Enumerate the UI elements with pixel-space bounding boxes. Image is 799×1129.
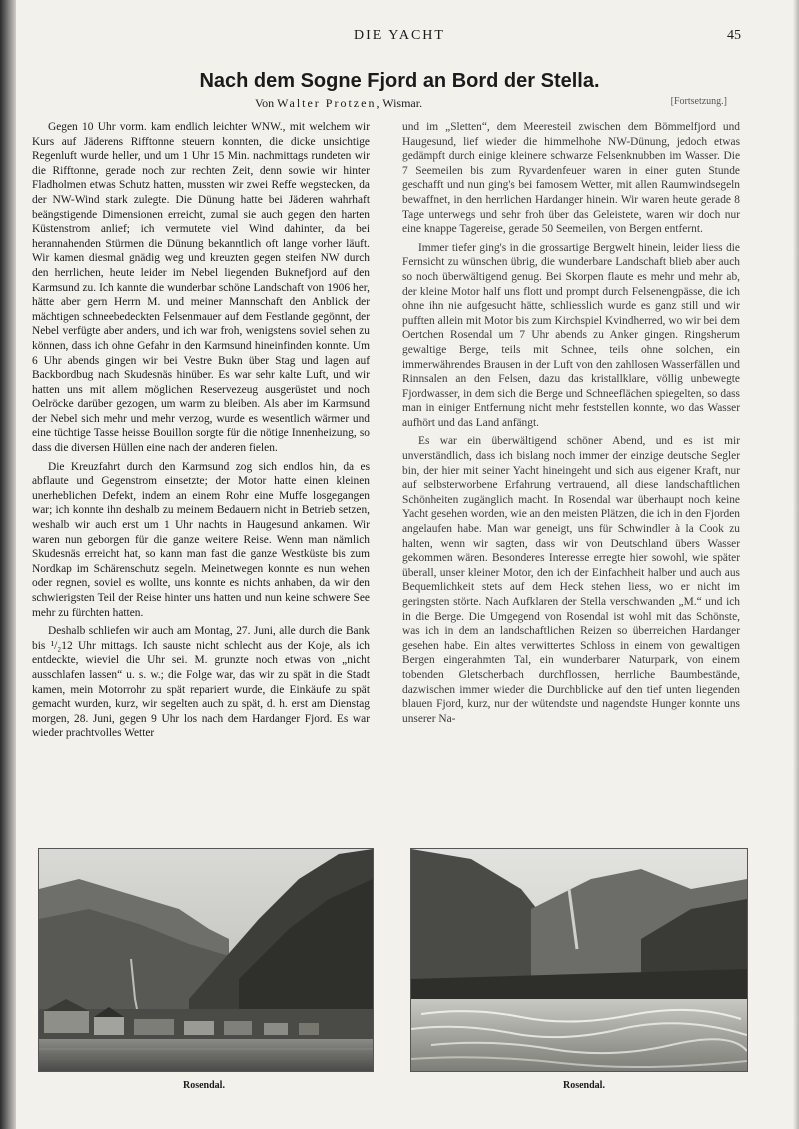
text-column-right [402,120,740,726]
text-column-left [32,120,370,741]
photo-caption-right: Rosendal. [563,1080,605,1091]
continuation-note: [Fortsetzung.] [670,96,727,107]
photo-caption-left: Rosendal. [183,1080,225,1091]
paragraph: und im „Sletten“, dem Meeresteil zwischen dem Bömmelfjord und Haugesund, lief wieder die himmelhohe NW-Dünung, jedoch etwas gedämpft durch einige kleinere schwarze Felsenknubben im Wasser. Die 7 Seemeilen bis zum Ryvardenfeuer waren in einer guten Stunde geschafft und nun ging's bei famosem Wetter, mit allen Raumwindsegeln bewaffnet, in den herrlichen Hardanger hinein. Wir waren heute gerade 8 Tage unterwegs und sehr froh über das Geleistete, waren wir doch nur eine knappe Tagereise, gerade 50 Seemeilen, von Bergen entfernt. [402,121,740,236]
photo-rosendal-fjord-image [411,849,747,1071]
page-number: 45 [727,28,741,43]
paragraph: Immer tiefer ging's in die grossartige Bergwelt hinein, leider liess die Fernsicht zu wünschen übrig, die wunderbare Landschaft blieb aber auch so noch überwältigend genug. Bei Skorpen flaute es mehr und mehr ab, der kleine Motor half uns flott und prompt durch Felsenengpässe, die ich ohne ihn nie aufgesucht hätte, schliesslich wurde es ganz still und wir pufften allein mit Motor bis zum Kirchspiel Kvindherred, wo wir bei dem Oertchen Rosendal um 7 Uhr abends zu Anker gingen. Ringsherum gewaltige Berge, teils mit Schnee, teils ohne solchen, ein immerwährendes Brausen in der Luft von den zahllosen Wasserfällen und Rinnsalen an den Felsen, dazu das kristallklare, völlig unbewegte Fjordwasser, in dem sich die Berge und Schneeflächen spiegelten, so dass man in einiger Entfernung nicht mehr feststellen konnte, wo das Wasser aufhört und das Land anfängt. [402,241,740,429]
running-head [0,28,799,48]
paragraph: Deshalb schliefen wir auch am Montag, 27. Juni, alle durch die Bank bis ¹/₂12 Uhr mittags. Ich sauste nicht schlecht aus der Koje, als ich entdeckte, wieviel die Uhr sei. M. grunzte noch etwas von „nicht ausschlafen lassen“ u. s. w.; die Folge war, das wir zu spät in die Stadt kamen, mein Motorrohr zu spät repariert wurde, die Einkäufe zu spät gemacht wurden, kurz, wir segelten auch zu spät, d. h. erst am Dienstag morgen, 28. Juni, gegen 9 Uhr los nach dem Hardanger Fjord. Es war wieder prachtvolles Wetter [32,625,370,740]
photo-rosendal-fjord [410,848,748,1072]
photo-rosendal-village-image [39,849,373,1071]
author-location: , Wismar. [376,96,423,110]
paragraph: Gegen 10 Uhr vorm. kam endlich leichter WNW., mit welchem wir Kurs auf Jäderens Rifftonne steuern konnten, die dicke unsichtige Regenluft wurde heller, und um 1 Uhr 15 Min. nachmittags rundeten wir die Rifftonne, gerade noch zur rechten Zeit, denn sowie wir hinter Fladholmen etwas Schutz hatten, mussten wir zwei Reffe wegstecken, da der NW-Wind stark zulegte. Die Dünung hatte bei Jäderen wahrhaft beängstigende Dimensionen erreicht, zumal sie auch gegen den harten Küstenstrom anlief; ich vermutete viel Wind dahinter, da bei herannahenden Stürmen die Dünung bekanntlich oft lange vorher läuft. Wir kamen diesmal gnädig weg und kreuzten gegen steifen NW durch den herrlichen, heute leider im Nebel liegenden Buknefjord auf den Karmsund zu. Ich kannte die wunderbar schöne Landschaft von 1906 her, hätte aber gern Herrn M. und meiner Mannschaft den Anblick der mächtigen schneebedeckten Felsenmauer auf dem Festlande gegönnt, der Nebel verfügte aber anders, und ich war froh, wenigstens soviel sehen zu können, dass ich ohne Gefahr in den Karmsund hineinfinden konnte. Um 6 Uhr abends gingen wir bei Vestre Bukn über Stag und lagen auf Backbordbug nach Skudesnäs hinüber. Es war sehr kalte Luft, und wir hatten uns mit allem möglichen Reservezeug ausgerüstet und noch Oelröcke darüber gezogen, um warm zu bleiben. Als aber im Karmsund der Nebel sich mehr und mehr verzog, wurde es wesentlich wärmer und eine tüchtige Tasse heisse Bouillon sorgte für die nötige Innenheizung, so dass die diversen Hüllen eine nach der anderen fielen. [32,121,370,455]
running-title: DIE YACHT [354,28,445,43]
scan-page-edge [0,0,16,1129]
paragraph: Die Kreuzfahrt durch den Karmsund zog sich endlos hin, da es abflaute und Gegenstrom einsetzte; der Motor hatte einen kleinen unerheblichen Defekt, indem an einem Rohr eine Muffe losgegangen war; ich konnte ihn deshalb zu meinem Bedauern nicht in Betrieb setzen, weshalb wir auch erst um 1 Uhr nachts in Haugesund ankamen. Wir waren nun geborgen für die ganze weitere Reise. Wenn man nämlich Skudesnäs erreicht hat, so kann man fast die ganze Westküste bis zum Nordkap im Schärenschutz segeln. Meinetwegen konnte es nun wehen oder regnen, soviel es wollte, uns konnte es nichts anhaben, da wir den schwierigsten Teil der Reise hinter uns hatten und nun keine schwere See mehr zu fürchten hatten. [32,460,370,619]
author-name: Walter Protzen [277,96,377,110]
byline-prefix: Von [255,96,275,110]
scan-page-edge-right [793,0,799,1129]
paragraph: Es war ein überwältigend schöner Abend, und es ist mir unverständlich, dass ich bislang noch immer der einzige deutsche Segler bin, der hier mit seiner Yacht hineingeht und sich aus eigener Kraft, nur auf selbsterworbene Erfahrung vertrauend, all diese landschaftlichen Schönheiten zugänglich macht. In Rosendal war überhaupt noch keine Yacht gesehen worden, wie an den meisten Plätzen, die ich in den Fjorden angelaufen habe. Man war geneigt, uns für Schwindler à la Cook zu halten, wenn wir sagten, dass wir von Deutschland übers Wasser gekommen wären. Besonderes Interesse erregte hier sowohl, wie später überall, unser kleiner Motor, den ich der Einfachheit halber und auch aus Bequemlichkeit stets auf dem Heck stehen liess, wo er nicht im geringsten störte. Nach Aufklaren der Stella verschwanden „M.“ und ich in die Berge. Die Umgegend von Rosendal ist wohl mit das Schönste, was ich in dem an landschaftlichen Reizen so überreichen Hardanger gesehen habe. Ein altes verwittertes Schloss in einem von gewaltigen Bergen eingerahmten Tal, ein wunderbarer Naturpark, von einem tobenden Gletscherbach durchflossen, herrliche Baumbestände, dazwischen immer wieder die Durchblicke auf den tief unten liegenden blauen Fjord, kurz, nur der wütendste und nagendste Hunger konnte uns unserer Na- [402,435,740,725]
article-title: Nach dem Sogne Fjord an Bord der Stella. [199,70,600,92]
byline [255,96,422,111]
photo-rosendal-village [38,848,374,1072]
